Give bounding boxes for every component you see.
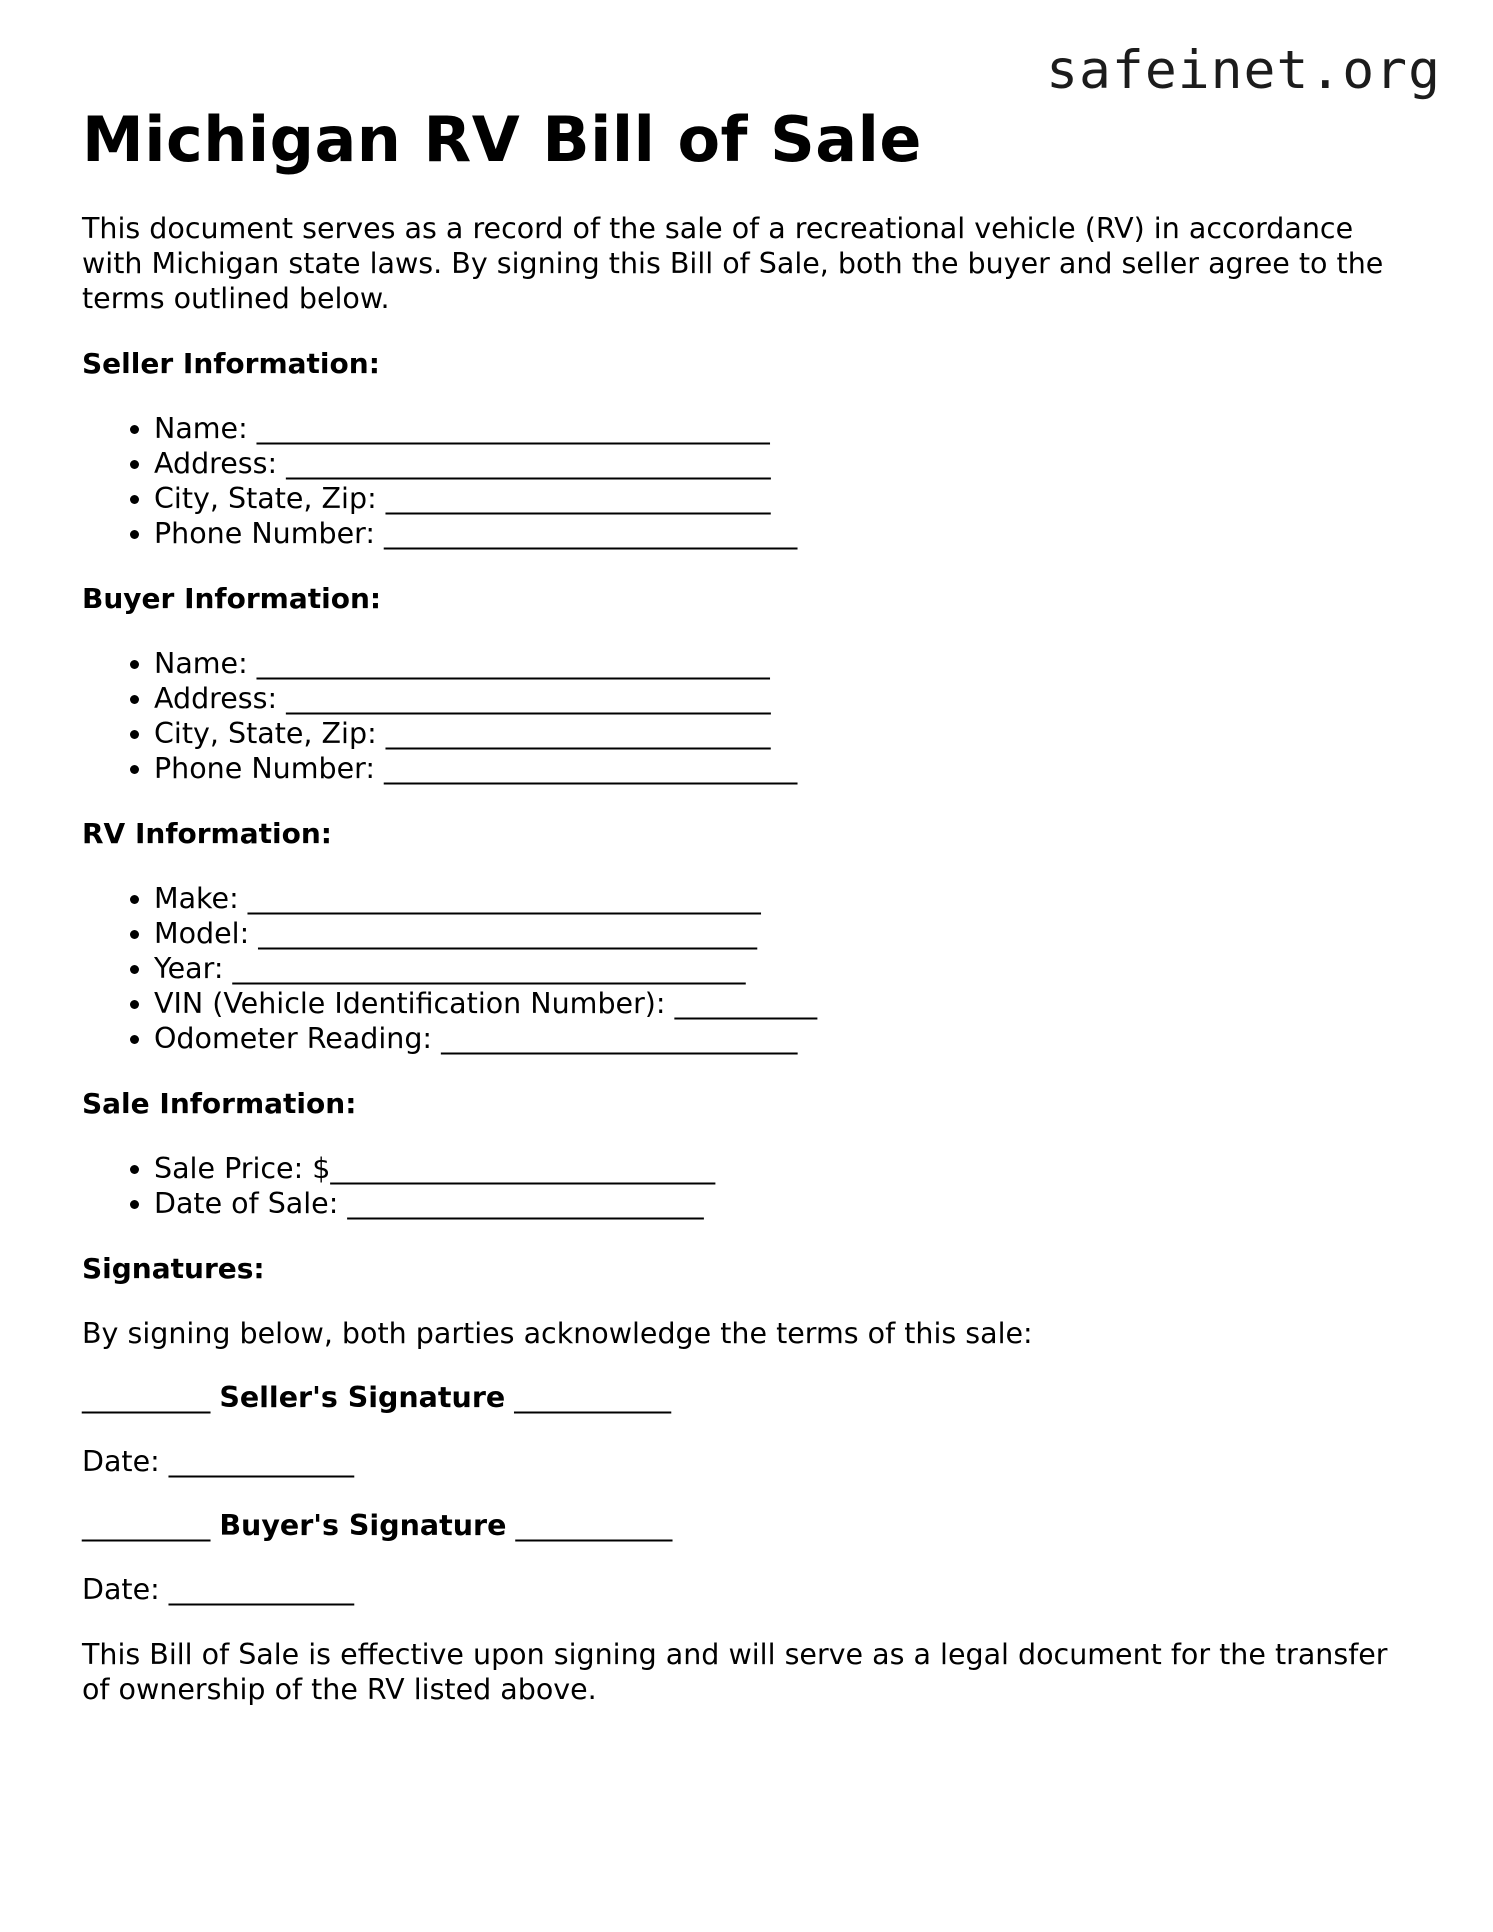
- closing-paragraph: This Bill of Sale is effective upon signing and will serve as a legal document for the transfer of ownership of the RV listed above.: [82, 1638, 1388, 1707]
- sale-date-field[interactable]: • Date of Sale: _________________________: [154, 1186, 1422, 1221]
- rv-odometer-field[interactable]: • Odometer Reading: _________________________: [154, 1021, 1422, 1056]
- page-title: Michigan RV Bill of Sale: [82, 103, 922, 176]
- buyer-fields: [82, 646, 1422, 786]
- signatures-statement: By signing below, both parties acknowledge the terms of this sale:: [82, 1317, 1033, 1351]
- sale-heading: Sale Information:: [82, 1087, 357, 1121]
- sale-fields: [82, 1151, 1422, 1221]
- seller-signature-line[interactable]: [82, 1380, 1422, 1415]
- document-page: [82, 104, 1422, 1707]
- buyer-signature-line[interactable]: [82, 1508, 1422, 1543]
- rv-fields: [82, 881, 1422, 1056]
- seller-date-line[interactable]: Date: _____________: [82, 1445, 355, 1479]
- seller-city-state-zip-field[interactable]: • City, State, Zip: ___________________________: [154, 481, 1422, 516]
- watermark: safeinet.org: [1046, 40, 1441, 101]
- intro-paragraph: This document serves as a record of the sale of a recreational vehicle (RV) in accordance with Michigan state laws. By signing this Bill of Sale, both the buyer and seller agree to the terms outlined below.: [82, 212, 1384, 316]
- rv-vin-field[interactable]: • VIN (Vehicle Identification Number): __________: [154, 986, 1422, 1021]
- rv-model-field[interactable]: • Model: ___________________________________: [154, 916, 1422, 951]
- signatures-heading: Signatures:: [82, 1252, 265, 1286]
- buyer-date-line[interactable]: Date: _____________: [82, 1573, 355, 1607]
- rv-make-field[interactable]: • Make: ____________________________________: [154, 881, 1422, 916]
- seller-phone-field[interactable]: • Phone Number: _____________________________: [154, 516, 1422, 551]
- seller-heading: Seller Information:: [82, 347, 380, 381]
- seller-signature-suffix: ___________: [505, 1381, 672, 1415]
- seller-signature-label: Seller's Signature: [219, 1381, 506, 1415]
- buyer-phone-field[interactable]: • Phone Number: _____________________________: [154, 751, 1422, 786]
- sale-price-field[interactable]: • Sale Price: $___________________________: [154, 1151, 1422, 1186]
- buyer-signature-suffix: ___________: [506, 1509, 673, 1543]
- seller-fields: [82, 411, 1422, 551]
- buyer-signature-prefix: _________: [82, 1509, 220, 1543]
- buyer-name-field[interactable]: • Name: ____________________________________: [154, 646, 1422, 681]
- seller-address-field[interactable]: • Address: __________________________________: [154, 446, 1422, 481]
- seller-signature-prefix: _________: [82, 1381, 220, 1415]
- rv-year-field[interactable]: • Year: ____________________________________: [154, 951, 1422, 986]
- buyer-heading: Buyer Information:: [82, 582, 382, 616]
- buyer-signature-label: Buyer's Signature: [219, 1509, 507, 1543]
- seller-name-field[interactable]: • Name: ____________________________________: [154, 411, 1422, 446]
- buyer-city-state-zip-field[interactable]: • City, State, Zip: ___________________________: [154, 716, 1422, 751]
- buyer-address-field[interactable]: • Address: __________________________________: [154, 681, 1422, 716]
- rv-heading: RV Information:: [82, 817, 332, 851]
